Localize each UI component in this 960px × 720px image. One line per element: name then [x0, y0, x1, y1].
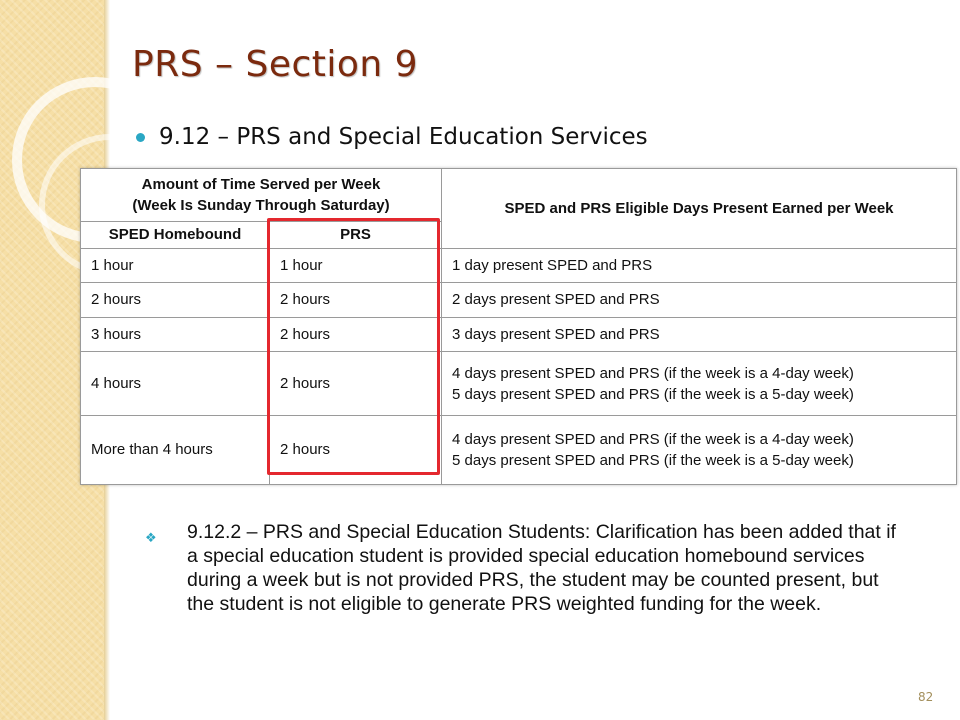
- prs-column-highlight-box: [267, 218, 440, 475]
- cell-prs: 2 hours: [270, 317, 442, 352]
- cell-sped: More than 4 hours: [81, 415, 270, 484]
- header-time-title: Amount of Time Served per Week: [141, 176, 381, 193]
- header-time-served: [81, 169, 442, 222]
- cell-days: [442, 352, 957, 415]
- clarification-paragraph: 9.12.2 – PRS and Special Education Students: Clarification has been added that if a special education student is provided special education homebound services during a week but is not provided PRS, the student may be counted present, but the student is not eligible to generate PRS weighted funding for the week.: [187, 521, 896, 615]
- slide-title: PRS – Section 9: [132, 44, 419, 85]
- cell-sped: 2 hours: [81, 283, 270, 318]
- cell-days-line: 4 days present SPED and PRS (if the week is a 4-day week): [452, 430, 854, 448]
- main-bullet-text: 9.12 – PRS and Special Education Services: [159, 124, 648, 150]
- cell-days-line: 4 days present SPED and PRS (if the week is a 4-day week): [452, 364, 854, 382]
- cell-days-line: 5 days present SPED and PRS (if the week is a 5-day week): [452, 451, 854, 469]
- table-row: [81, 248, 957, 283]
- page-number: 82: [918, 690, 934, 704]
- column-header-sped: SPED Homebound: [81, 222, 270, 249]
- cell-days: 2 days present SPED and PRS: [442, 283, 957, 318]
- table-row: [81, 415, 957, 484]
- cell-sped: 4 hours: [81, 352, 270, 415]
- bullet-dot-icon: [136, 133, 145, 142]
- cell-days: 3 days present SPED and PRS: [442, 317, 957, 352]
- cell-prs: 2 hours: [270, 352, 442, 415]
- cell-days-line: 5 days present SPED and PRS (if the week is a 5-day week): [452, 385, 854, 403]
- cell-prs: 2 hours: [270, 415, 442, 484]
- diamond-bullet-icon: ❖: [145, 531, 157, 546]
- cell-sped: 1 hour: [81, 248, 270, 283]
- prs-sped-table: [80, 168, 957, 485]
- table-row: [81, 283, 957, 318]
- cell-days: [442, 415, 957, 484]
- header-time-subtitle: (Week Is Sunday Through Saturday): [132, 197, 390, 214]
- table-row: [81, 317, 957, 352]
- cell-prs: 1 hour: [270, 248, 442, 283]
- header-days-earned: SPED and PRS Eligible Days Present Earned per Week: [442, 169, 957, 249]
- column-header-prs: PRS: [270, 222, 442, 249]
- prs-table-container: [80, 168, 957, 485]
- main-bullet: [136, 124, 648, 150]
- cell-prs: 2 hours: [270, 283, 442, 318]
- cell-days: 1 day present SPED and PRS: [442, 248, 957, 283]
- table-row: [81, 352, 957, 415]
- cell-sped: 3 hours: [81, 317, 270, 352]
